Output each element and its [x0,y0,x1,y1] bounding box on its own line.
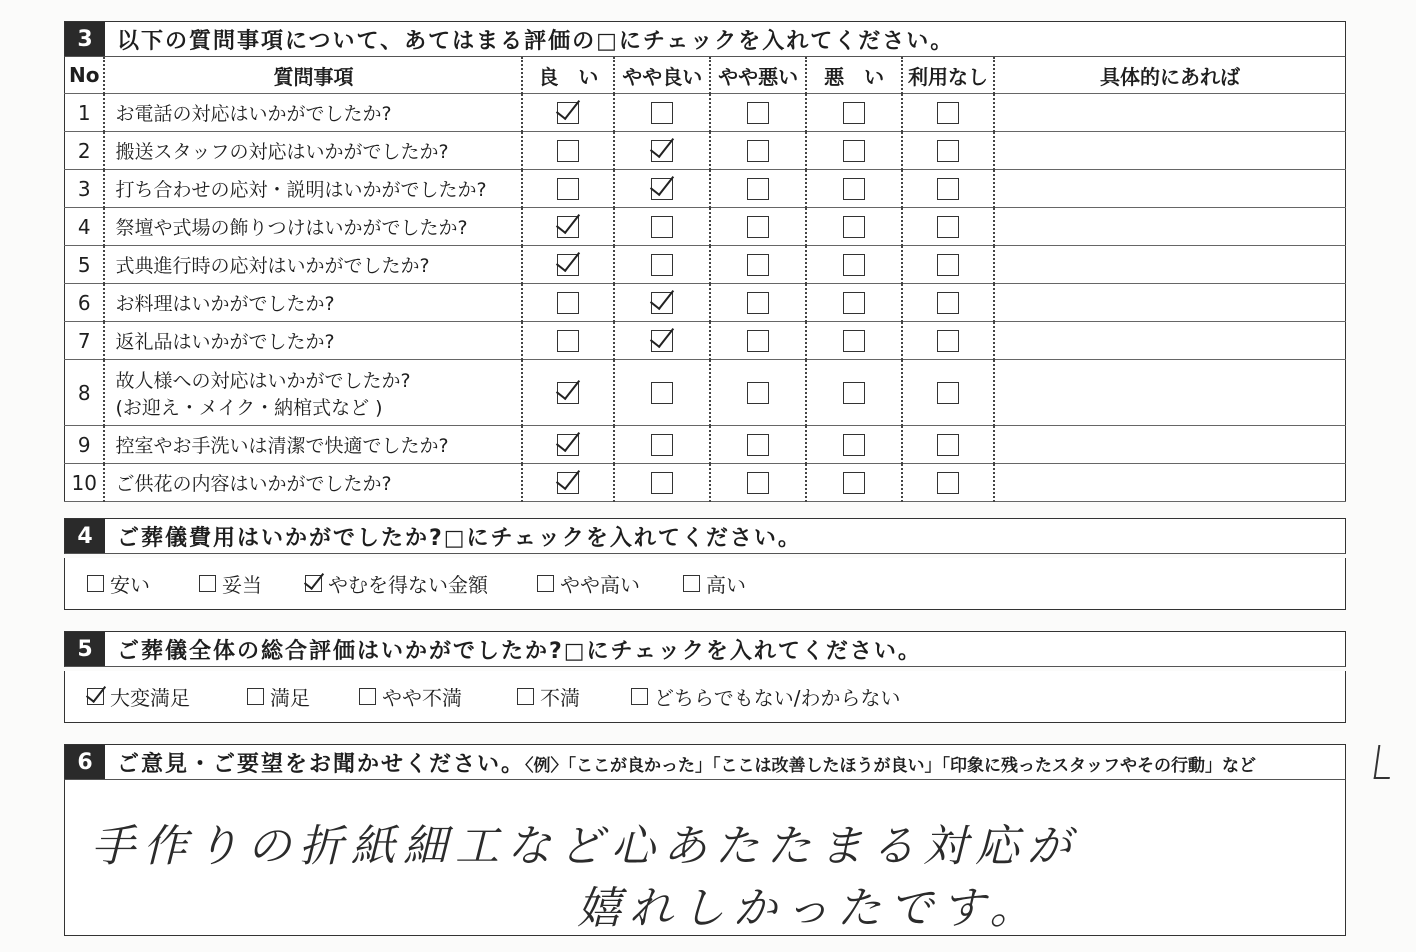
header-fairly-good: やや良い [614,57,710,94]
rating-cell [806,170,902,208]
rating-cell [614,94,710,132]
question-line: ご供花の内容はいかがでしたか? [115,473,392,495]
overall-options [64,671,1346,723]
rating-checkbox[interactable] [843,472,865,494]
question-text [104,322,522,360]
rating-checkbox[interactable] [747,140,769,162]
rating-checkbox[interactable] [937,216,959,238]
option-checkbox[interactable] [683,575,700,592]
table-row [65,208,1346,246]
option-item[interactable] [305,569,488,598]
rating-cell [522,132,614,170]
question-text [104,464,522,502]
option-item[interactable] [247,682,310,711]
rating-checkbox[interactable] [557,472,579,494]
rating-checkbox[interactable] [651,382,673,404]
comment-line-2: 嬉れしかったです。 [577,883,1042,934]
rating-cell [806,208,902,246]
question-text [104,208,522,246]
rating-cell [614,208,710,246]
section-6-header [64,744,1346,780]
rating-checkbox[interactable] [937,140,959,162]
section-number: 3 [65,22,105,56]
rating-checkbox[interactable] [557,102,579,124]
option-label: 高い [706,573,746,597]
rating-cell [806,94,902,132]
rating-cell [902,246,994,284]
rating-checkbox[interactable] [937,292,959,314]
rating-checkbox[interactable] [651,292,673,314]
rating-checkbox[interactable] [557,216,579,238]
rating-cell [710,208,806,246]
rating-cell [902,284,994,322]
question-line: 控室やお手洗いは清潔で快適でしたか? [115,435,449,457]
rating-checkbox[interactable] [651,472,673,494]
comment-line-1: 手作りの折紙細工など心あたたまる対応が [91,821,1079,872]
option-checkbox[interactable] [517,688,534,705]
option-label: 満足 [270,686,310,710]
question-text [104,246,522,284]
table-header-row [65,57,1346,94]
rating-cell [522,464,614,502]
comment-cell[interactable] [994,426,1346,464]
rating-checkbox[interactable] [557,292,579,314]
section-example: 〈例〉「ここが良かった」「ここは改善したほうが良い」「印象に残ったスタッフやその行動」など [525,755,1257,776]
section-title: ご葬儀費用はいかがでしたか?□にチェックを入れてください。 [117,525,802,551]
table-row [65,94,1346,132]
row-number: 3 [65,170,105,208]
rating-checkbox[interactable] [937,254,959,276]
rating-checkbox[interactable] [843,216,865,238]
rating-checkbox[interactable] [651,140,673,162]
comment-cell[interactable] [994,284,1346,322]
rating-cell [710,322,806,360]
section-title: ご葬儀全体の総合評価はいかがでしたか?□にチェックを入れてください。 [117,638,922,664]
rating-cell [522,246,614,284]
comment-cell[interactable] [994,246,1346,284]
rating-cell [710,132,806,170]
rating-cell [902,208,994,246]
question-text [104,94,522,132]
rating-checkbox[interactable] [557,382,579,404]
rating-cell [522,208,614,246]
option-item[interactable] [199,569,262,598]
rating-checkbox[interactable] [843,254,865,276]
rating-checkbox[interactable] [651,434,673,456]
option-checkbox[interactable] [87,688,104,705]
rating-cell [614,284,710,322]
header-comment: 具体的にあれば [994,57,1346,94]
rating-checkbox[interactable] [747,254,769,276]
rating-cell [902,170,994,208]
rating-cell [614,322,710,360]
rating-cell [902,132,994,170]
rating-checkbox[interactable] [937,178,959,200]
rating-cell [522,426,614,464]
option-label: やや不満 [382,686,462,710]
option-label: 妥当 [222,573,262,597]
question-line: 搬送スタッフの対応はいかがでしたか? [115,141,449,163]
rating-checkbox[interactable] [843,140,865,162]
rating-checkbox[interactable] [843,382,865,404]
option-item[interactable] [631,682,901,711]
rating-checkbox[interactable] [747,292,769,314]
question-text [104,360,522,426]
header-bad: 悪 い [806,57,902,94]
rating-checkbox[interactable] [937,330,959,352]
rating-cell [902,464,994,502]
section-5-header [64,631,1346,667]
option-checkbox[interactable] [631,688,648,705]
rating-cell [902,94,994,132]
rating-checkbox[interactable] [557,434,579,456]
rating-checkbox[interactable] [747,330,769,352]
rating-cell [710,94,806,132]
rating-checkbox[interactable] [937,382,959,404]
option-label: やむを得ない金額 [328,573,488,597]
rating-cell [806,360,902,426]
rating-checkbox[interactable] [747,216,769,238]
rating-checkbox[interactable] [843,292,865,314]
question-line: 返礼品はいかがでしたか? [115,331,335,353]
question-line: 打ち合わせの応対・説明はいかがでしたか? [115,179,487,201]
rating-checkbox[interactable] [747,102,769,124]
header-question: 質問事項 [104,57,522,94]
section-4-header [64,518,1346,554]
rating-cell [806,246,902,284]
option-checkbox[interactable] [305,575,322,592]
rating-cell [710,284,806,322]
row-number: 10 [65,464,105,502]
rating-checkbox[interactable] [747,178,769,200]
comment-cell[interactable] [994,132,1346,170]
comment-cell[interactable] [994,464,1346,502]
rating-cell [614,464,710,502]
rating-checkbox[interactable] [557,254,579,276]
rating-checkbox[interactable] [843,330,865,352]
rating-cell [614,132,710,170]
check-mark-icon [1374,745,1395,779]
cost-options [64,558,1346,610]
option-label: 不満 [540,686,580,710]
comment-cell[interactable] [994,360,1346,426]
rating-checkbox[interactable] [651,330,673,352]
question-text [104,132,522,170]
rating-checkbox[interactable] [843,434,865,456]
option-checkbox[interactable] [359,688,376,705]
section-number: 6 [65,745,105,779]
rating-checkbox[interactable] [557,330,579,352]
rating-cell [522,360,614,426]
row-number: 5 [65,246,105,284]
rating-cell [522,322,614,360]
question-line: お電話の対応はいかがでしたか? [115,103,392,125]
rating-cell [522,170,614,208]
rating-checkbox[interactable] [651,178,673,200]
row-number: 2 [65,132,105,170]
rating-cell [614,246,710,284]
row-number: 6 [65,284,105,322]
row-number: 7 [65,322,105,360]
table-row [65,132,1346,170]
rating-cell [806,426,902,464]
row-number: 9 [65,426,105,464]
table-row [65,322,1346,360]
option-label: 安い [110,573,150,597]
rating-checkbox[interactable] [747,434,769,456]
option-checkbox[interactable] [199,575,216,592]
rating-cell [710,464,806,502]
comment-area[interactable] [64,780,1346,936]
table-row [65,246,1346,284]
rating-checkbox[interactable] [651,216,673,238]
section-number: 5 [65,632,105,666]
rating-checkbox[interactable] [843,102,865,124]
table-row [65,360,1346,426]
comment-cell[interactable] [994,170,1346,208]
rating-cell [806,132,902,170]
rating-cell [806,464,902,502]
section-title: 以下の質問事項について、あてはまる評価の□にチェックを入れてください。 [117,28,955,54]
question-line: 故人様への対応はいかがでしたか? [115,369,411,392]
comment-cell[interactable] [994,322,1346,360]
rating-checkbox[interactable] [747,472,769,494]
question-text [104,426,522,464]
rating-checkbox[interactable] [747,382,769,404]
comment-cell[interactable] [994,94,1346,132]
question-line: 祭壇や式場の飾りつけはいかがでしたか? [115,217,468,239]
table-row [65,426,1346,464]
rating-cell [710,426,806,464]
row-number: 8 [65,360,105,426]
option-checkbox[interactable] [537,575,554,592]
rating-checkbox[interactable] [937,434,959,456]
option-item[interactable] [87,569,150,598]
rating-table [64,57,1346,502]
option-item[interactable] [517,682,580,711]
rating-cell [710,170,806,208]
rating-checkbox[interactable] [651,254,673,276]
option-item[interactable] [87,682,190,711]
table-row [65,170,1346,208]
rating-cell [902,322,994,360]
rating-cell [710,360,806,426]
rating-checkbox[interactable] [937,472,959,494]
header-good: 良 い [522,57,614,94]
comment-cell[interactable] [994,208,1346,246]
question-text [104,284,522,322]
section-number: 4 [65,519,105,553]
rating-checkbox[interactable] [651,102,673,124]
rating-checkbox[interactable] [843,178,865,200]
option-label: やや高い [560,573,640,597]
table-row [65,284,1346,322]
question-line: お料理はいかがでしたか? [115,293,335,315]
question-text [104,170,522,208]
header-not-used: 利用なし [902,57,994,94]
header-no: No [65,57,105,94]
rating-cell [806,322,902,360]
option-item[interactable] [537,569,640,598]
header-fairly-bad: やや悪い [710,57,806,94]
rating-cell [902,426,994,464]
option-item[interactable] [683,569,746,598]
rating-checkbox[interactable] [557,178,579,200]
option-checkbox[interactable] [247,688,264,705]
section-title: ご意見・ご要望をお聞かせください。 [117,751,526,777]
option-checkbox[interactable] [87,575,104,592]
rating-checkbox[interactable] [937,102,959,124]
section-3-header [64,21,1346,57]
rating-cell [902,360,994,426]
option-label: どちらでもない/わからない [654,686,901,710]
rating-cell [614,170,710,208]
rating-checkbox[interactable] [557,140,579,162]
section-title-wrap [105,747,1256,778]
rating-cell [710,246,806,284]
rating-cell [614,426,710,464]
rating-cell [806,284,902,322]
question-subline: (お迎え・メイク・納棺式など ) [115,396,383,419]
option-item[interactable] [359,682,462,711]
row-number: 4 [65,208,105,246]
rating-cell [522,94,614,132]
row-number: 1 [65,94,105,132]
question-line: 式典進行時の応対はいかがでしたか? [115,255,430,277]
rating-cell [614,360,710,426]
rating-cell [522,284,614,322]
option-label: 大変満足 [110,686,190,710]
table-row [65,464,1346,502]
